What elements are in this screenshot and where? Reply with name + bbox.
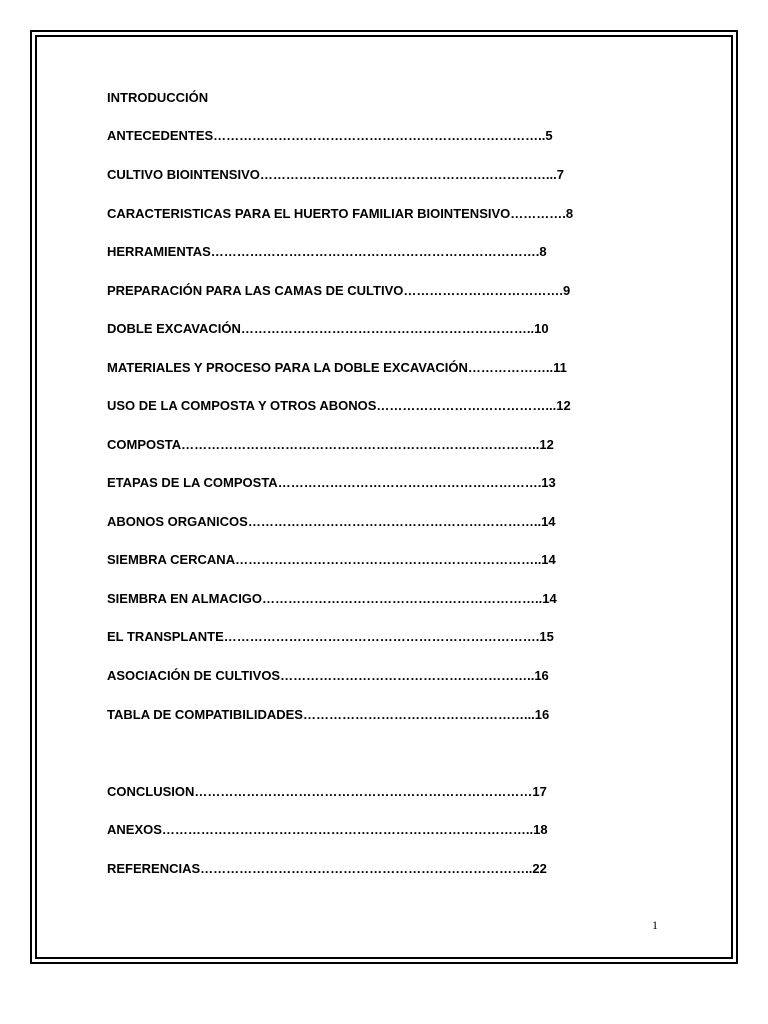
- toc-entry: ASOCIACIÓN DE CULTIVOS…………………………………………………..16: [107, 668, 549, 683]
- toc-entry: MATERIALES Y PROCESO PARA LA DOBLE EXCAVACIÓN………………..11: [107, 360, 567, 375]
- toc-entry-closing: CONCLUSION……………………………………………………………………17: [107, 784, 547, 799]
- toc-entry: EL TRANSPLANTE……………………………………………………………….15: [107, 629, 554, 644]
- toc-entry: COMPOSTA………………………………………………………………………..12: [107, 437, 554, 452]
- toc-entry: PREPARACIÓN PARA LAS CAMAS DE CULTIVO……………………………….9: [107, 283, 571, 298]
- toc-entry: SIEMBRA EN ALMACIGO………………………………………………………..14: [107, 591, 557, 606]
- toc-entry: SIEMBRA CERCANA……………………………………………………………..14: [107, 552, 556, 567]
- toc-entry: DOBLE EXCAVACIÓN…………………………………………………………..10: [107, 321, 549, 336]
- toc-entry: CARACTERISTICAS PARA EL HUERTO FAMILIAR BIOINTENSIVO………….8: [107, 206, 574, 221]
- toc-entry-closing: ANEXOS…………………………………………………………………………..18: [107, 822, 548, 837]
- toc-entry: USO DE LA COMPOSTA Y OTROS ABONOS…………………………………...12: [107, 398, 571, 413]
- toc-entry: HERRAMIENTAS………………………………………………………………….8: [107, 244, 547, 259]
- page-number: 1: [652, 918, 658, 932]
- toc-heading-introduccion: INTRODUCCIÓN: [107, 90, 209, 105]
- toc-entry: CULTIVO BIOINTENSIVO…………………………………………………………...7: [107, 167, 564, 182]
- toc-entry: ETAPAS DE LA COMPOSTA…………………………………………………….13: [107, 475, 556, 490]
- toc-entry: ANTECEDENTES…………………………………………………………………..5: [107, 128, 553, 143]
- toc-entry-closing: REFERENCIAS…………………………………………………………………..22: [107, 861, 547, 876]
- toc-entry: ABONOS ORGANICOS…………………………………………………………..14: [107, 514, 556, 529]
- toc-entry: TABLA DE COMPATIBILIDADES……………………………………………...16: [107, 707, 550, 722]
